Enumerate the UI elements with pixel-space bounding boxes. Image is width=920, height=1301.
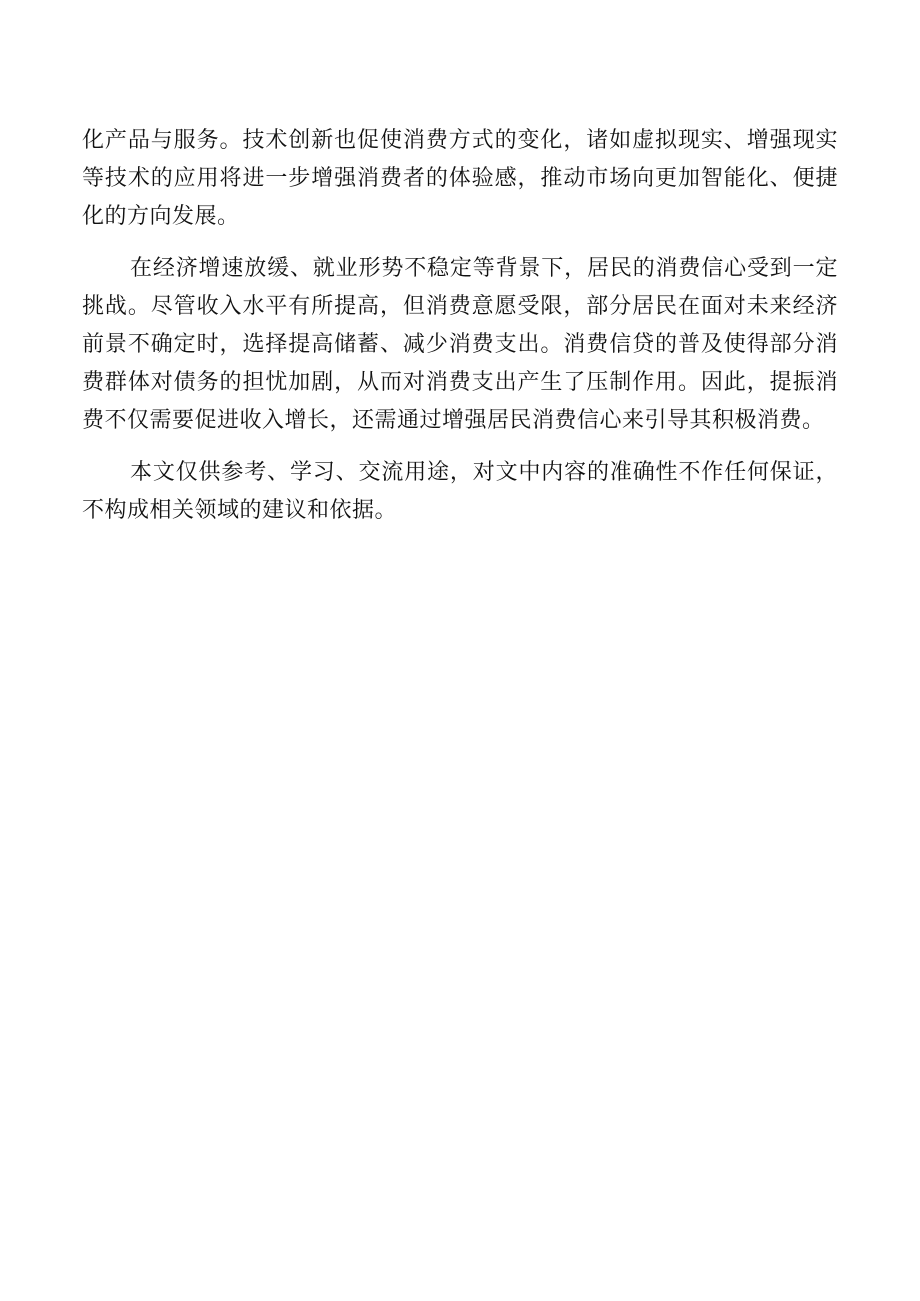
paragraph-consumer-confidence: 在经济增速放缓、就业形势不稳定等背景下，居民的消费信心受到一定挑战。尽管收入水平有所提高，但消费意愿受限，部分居民在面对未来经济前景不确定时，选择提高储蓄、减少消费支出。消费信贷的普及使得部分消费群体对债务的担忧加剧，从而对消费支出产生了压制作用。因此，提振消费不仅需要促进收入增长，还需通过增强居民消费信心来引导其积极消费。 bbox=[82, 256, 838, 433]
paragraph-continuation: 化产品与服务。技术创新也促使消费方式的变化，诸如虚拟现实、增强现实等技术的应用将进一步增强消费者的体验感，推动市场向更加智能化、便捷化的方向发展。 bbox=[82, 128, 838, 229]
document-body bbox=[82, 122, 838, 544]
paragraph-disclaimer: 本文仅供参考、学习、交流用途，对文中内容的准确性不作任何保证，不构成相关领域的建议和依据。 bbox=[82, 460, 838, 523]
